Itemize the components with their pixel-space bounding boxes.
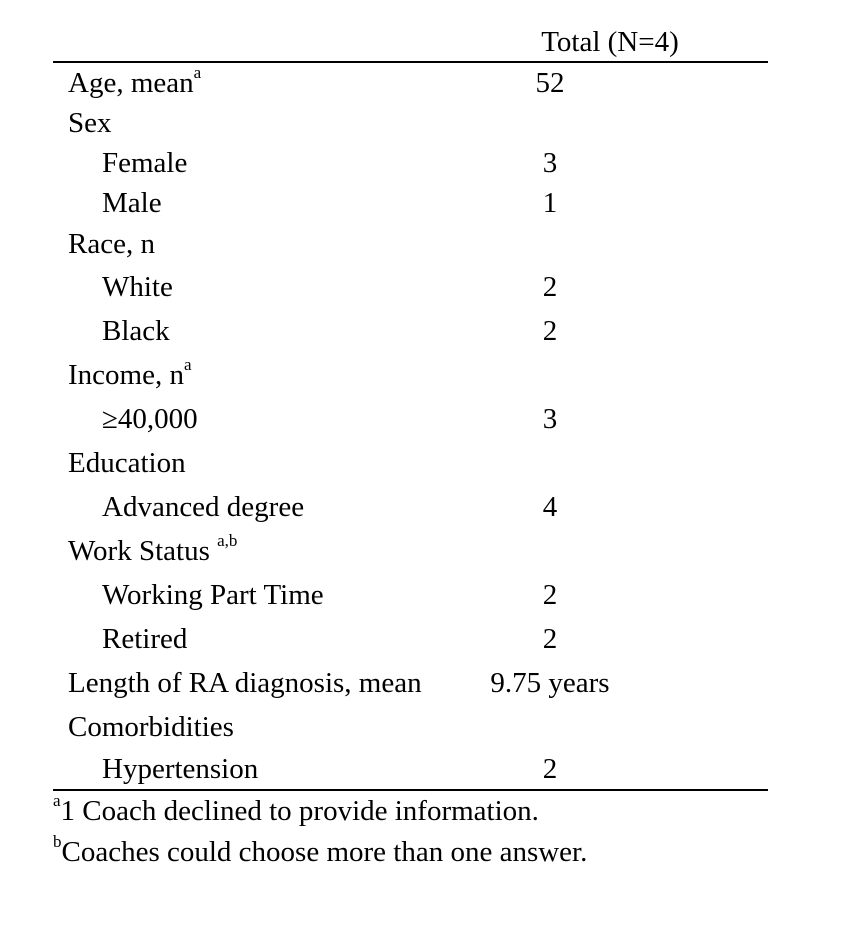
row-value: 2 bbox=[542, 315, 558, 347]
row-label bbox=[102, 485, 304, 529]
table-row bbox=[53, 183, 768, 223]
table-row bbox=[53, 661, 768, 705]
row-label-text: Working Part Time bbox=[102, 579, 324, 611]
row-label bbox=[102, 397, 198, 441]
row-label-footnote-mark: a,b bbox=[217, 531, 238, 551]
row-label bbox=[68, 223, 155, 265]
table-row bbox=[53, 223, 768, 265]
footnote-mark: b bbox=[53, 832, 62, 852]
column-header-total: Total (N=4) bbox=[541, 26, 679, 58]
footnote-b bbox=[53, 832, 813, 873]
table-row bbox=[53, 143, 768, 183]
row-value: 2 bbox=[542, 579, 558, 611]
table-footnotes bbox=[53, 791, 813, 873]
table-row bbox=[53, 265, 768, 309]
row-label bbox=[68, 103, 112, 143]
row-label-text: Work Status bbox=[68, 535, 218, 567]
row-value: 4 bbox=[542, 491, 558, 523]
row-label bbox=[68, 63, 201, 103]
row-value: 3 bbox=[542, 403, 558, 435]
row-label-text: Comorbidities bbox=[68, 711, 234, 743]
row-label bbox=[102, 265, 173, 309]
row-label-text: Black bbox=[102, 315, 170, 347]
table-row bbox=[53, 353, 768, 397]
row-label-text: Sex bbox=[68, 107, 112, 139]
row-value: 2 bbox=[542, 753, 558, 785]
row-label bbox=[68, 529, 237, 573]
footnote-text: Coaches could choose more than one answer. bbox=[61, 836, 588, 868]
row-label-text: Hypertension bbox=[102, 753, 259, 785]
row-label-text: Length of RA diagnosis, mean bbox=[68, 667, 422, 699]
row-value: 2 bbox=[542, 271, 558, 303]
row-label-text: Female bbox=[102, 147, 188, 179]
table-row bbox=[53, 441, 768, 485]
row-value: 9.75 years bbox=[490, 667, 610, 699]
footnote-a bbox=[53, 791, 813, 832]
row-value: 3 bbox=[542, 147, 558, 179]
row-label bbox=[102, 573, 324, 617]
row-label-text: White bbox=[102, 271, 173, 303]
row-label-text: Retired bbox=[102, 623, 188, 655]
row-label bbox=[102, 617, 187, 661]
table-row bbox=[53, 705, 768, 749]
footnote-mark: a bbox=[53, 791, 61, 811]
row-label bbox=[68, 353, 192, 397]
demographics-table bbox=[53, 24, 768, 791]
row-label-text: Male bbox=[102, 187, 162, 219]
row-label-text: Income, n bbox=[68, 359, 184, 391]
row-label-footnote-mark: a bbox=[193, 63, 202, 83]
row-value: 1 bbox=[542, 187, 558, 219]
row-label bbox=[68, 705, 234, 749]
table-row bbox=[53, 309, 768, 353]
row-label-text: Advanced degree bbox=[102, 491, 305, 523]
row-label bbox=[102, 749, 258, 789]
table-row bbox=[53, 529, 768, 573]
table-row bbox=[53, 63, 768, 103]
row-value: 2 bbox=[542, 623, 558, 655]
table-row bbox=[53, 749, 768, 789]
row-label bbox=[102, 309, 170, 353]
table-row bbox=[53, 617, 768, 661]
footnote-text: 1 Coach declined to provide information. bbox=[60, 795, 539, 827]
row-label-text: ≥40,000 bbox=[102, 403, 198, 435]
row-label-text: Age, mean bbox=[68, 67, 194, 99]
table-row bbox=[53, 397, 768, 441]
row-label-text: Education bbox=[68, 447, 186, 479]
row-label bbox=[68, 441, 186, 485]
row-label-text: Race, n bbox=[68, 228, 155, 260]
row-label bbox=[68, 661, 422, 705]
row-label-footnote-mark: a bbox=[183, 355, 192, 375]
table-header-row bbox=[53, 24, 768, 61]
table-body bbox=[53, 63, 768, 789]
row-label bbox=[102, 143, 187, 183]
row-label bbox=[102, 183, 162, 223]
row-value: 52 bbox=[535, 67, 565, 99]
table-row bbox=[53, 573, 768, 617]
table-row bbox=[53, 103, 768, 143]
table-row bbox=[53, 485, 768, 529]
